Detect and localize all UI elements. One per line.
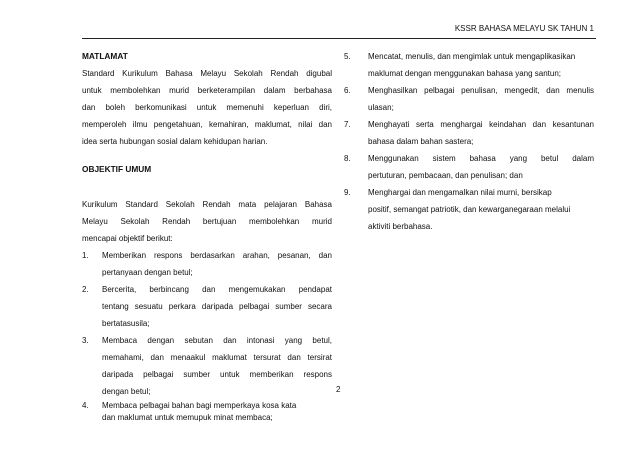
text-line: ulasan; <box>368 103 394 112</box>
list-item <box>82 332 332 400</box>
left-column <box>82 48 332 424</box>
text-line: memperoleh ilmu pengetahuan, kemahiran, maklumat, nilai dan <box>82 120 332 129</box>
text-line: tentang sesuatu perkara daripada pelbagai sumber secara <box>102 302 332 311</box>
text-line: pertanyaan dengan betul; <box>102 268 193 277</box>
list-number: 9. <box>344 188 351 197</box>
text-line: positif, semangat patriotik, dan kewarganegaraan melalui <box>368 205 571 214</box>
text-line: dan maklumat untuk memupuk minat membaca; <box>102 413 273 422</box>
text-line: aktiviti berbahasa. <box>368 222 433 231</box>
text-line: Memberikan respons berdasarkan arahan, pesanan, dan <box>102 251 332 260</box>
list-number: 1. <box>82 251 89 260</box>
objektif-intro-paragraph <box>82 196 332 247</box>
matlamat-heading: MATLAMAT <box>82 51 128 61</box>
text-line: Mencatat, menulis, dan mengimlak untuk mengaplikasikan <box>368 52 576 61</box>
text-line: Menghasilkan pelbagai penulisan, mengedit, dan menulis <box>368 86 594 95</box>
list-number: 2. <box>82 285 89 294</box>
text-line: daripada pelbagai sumber untuk memberikan respons <box>102 370 332 379</box>
text-line: Membaca dengan sebutan dan intonasi yang betul, <box>102 336 332 345</box>
header-divider <box>82 38 596 39</box>
matlamat-paragraph <box>82 65 332 150</box>
list-number: 7. <box>344 120 351 129</box>
text-line: maklumat dengan menggunakan bahasa yang santun; <box>368 69 562 78</box>
list-number: 5. <box>344 52 351 61</box>
list-number: 6. <box>344 86 351 95</box>
list-number: 8. <box>344 154 351 163</box>
text-line: dengan betul; <box>102 387 151 396</box>
list-item <box>82 281 332 332</box>
list-item <box>82 247 332 281</box>
list-item <box>344 116 594 150</box>
text-line: bahasa dalam bahan sastera; <box>368 137 474 146</box>
text-line: Membaca pelbagai bahan bagi memperkaya kosa kata <box>102 401 297 410</box>
list-item <box>344 82 594 116</box>
list-item <box>344 150 594 184</box>
objektif-heading: OBJEKTIF UMUM <box>82 164 152 174</box>
text-line: untuk membolehkan murid berketerampilan dalam berbahasa <box>82 86 332 95</box>
right-column <box>344 48 594 235</box>
text-line: Menghargai dan mengamalkan nilai murni, bersikap <box>368 188 552 197</box>
text-line: memahami, dan menaakul maklumat tersurat dan tersirat <box>102 353 332 362</box>
text-line: Bercerita, berbincang dan mengemukakan pendapat <box>102 285 332 294</box>
text-line: mencapai objektif berikut: <box>82 234 173 243</box>
text-line: pertuturan, pembacaan, dan penulisan; dan <box>368 171 523 180</box>
page-number: 2 <box>336 385 341 394</box>
text-line: Kurikulum Standard Sekolah Rendah mata pelajaran Bahasa <box>82 200 332 209</box>
page-header-title: KSSR BAHASA MELAYU SK TAHUN 1 <box>454 24 594 33</box>
list-number: 4. <box>82 401 89 410</box>
list-number: 3. <box>82 336 89 345</box>
list-item <box>344 184 594 235</box>
list-item <box>344 48 594 82</box>
text-line: Standard Kurikulum Bahasa Melayu Sekolah Rendah digubal <box>82 69 332 78</box>
text-line: bertatasusila; <box>102 319 150 328</box>
text-line: Menggunakan sistem bahasa yang betul dalam <box>368 154 594 163</box>
text-line: Melayu Sekolah Rendah bertujuan membolehkan murid <box>82 217 332 226</box>
text-line: dan boleh berkomunikasi untuk memenuhi keperluan diri, <box>82 103 332 112</box>
list-item <box>82 400 332 424</box>
text-line: idea serta hubungan sosial dalam kehidupan harian. <box>82 137 268 146</box>
text-line: Menghayati serta menghargai keindahan dan kesantunan <box>368 120 594 129</box>
